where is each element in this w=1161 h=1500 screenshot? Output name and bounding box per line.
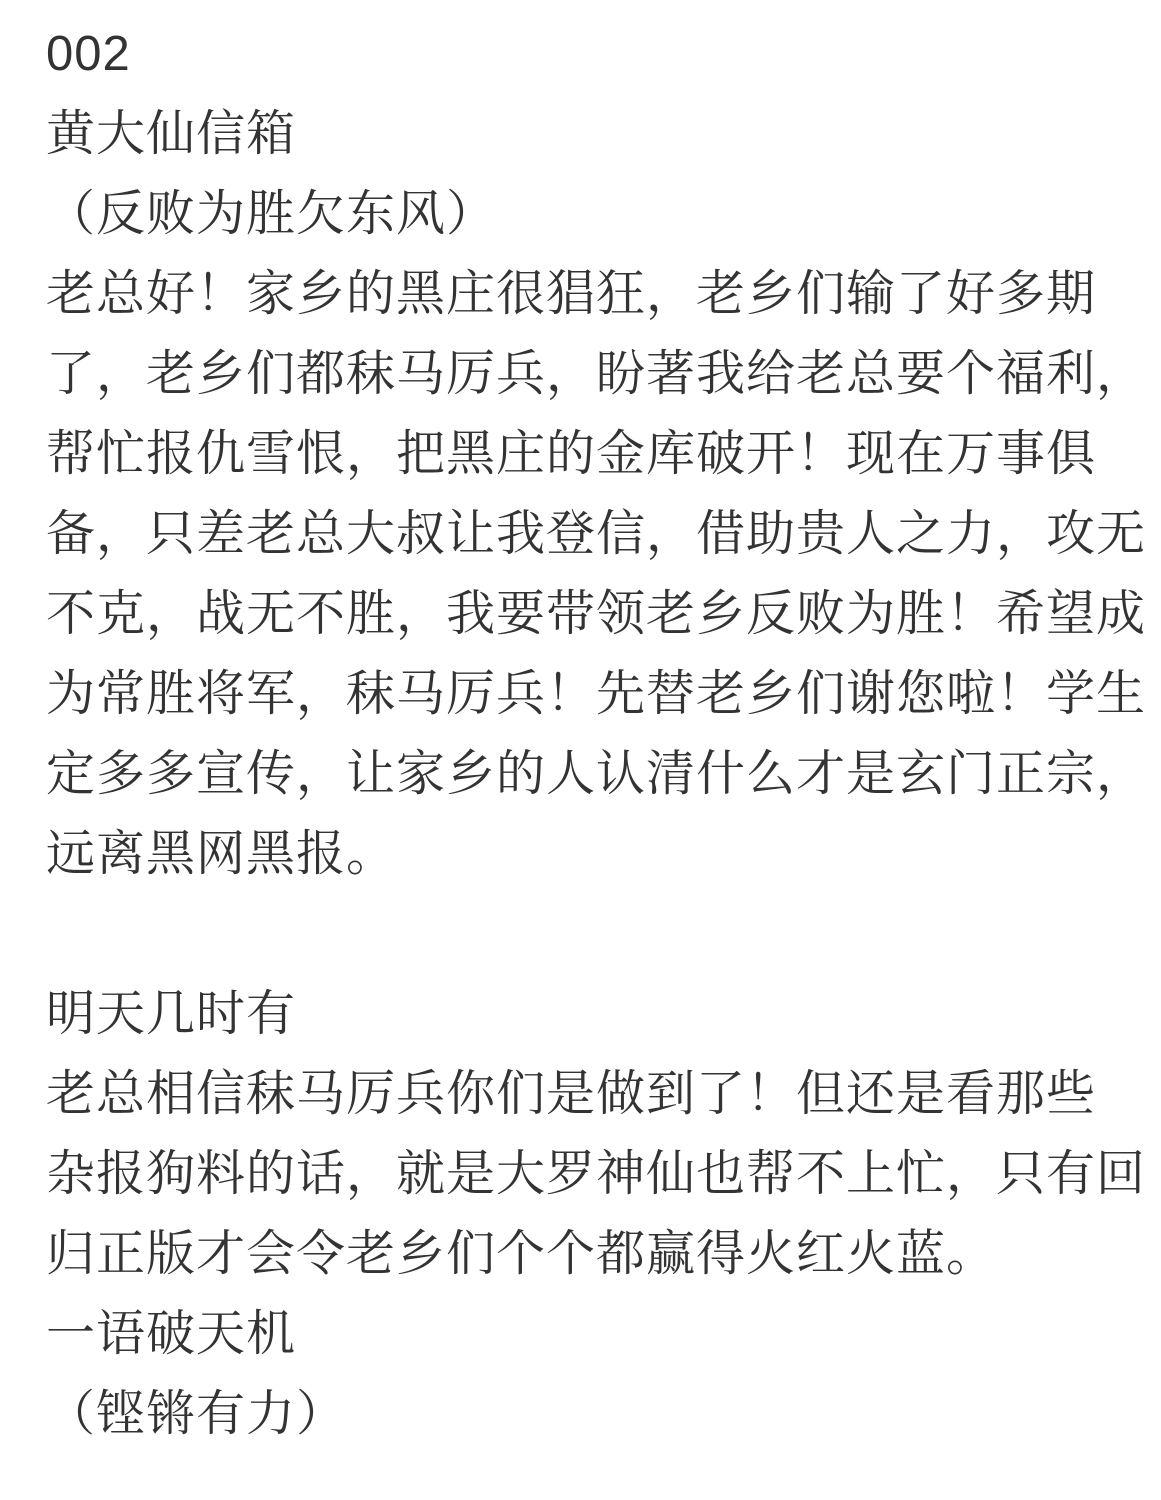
reply-line: 杂报狗料的话，就是大罗神仙也帮不上忙，只有回 [46, 1147, 1147, 1201]
sign-off-note: （铿锵有力） [46, 1387, 347, 1441]
issue-number: 002 [46, 27, 131, 81]
letter-line: 帮忙报仇雪恨，把黑庄的金库破开！现在万事俱 [46, 427, 1097, 481]
letter-line: 不克，战无不胜，我要带领老乡反败为胜！希望成 [46, 587, 1147, 641]
article-subtitle: （反败为胜欠东风） [46, 187, 497, 241]
letter-line: 远离黑网黑报。 [46, 827, 397, 881]
letter-line: 为常胜将军，秣马厉兵！先替老乡们谢您啦！学生 [46, 667, 1147, 721]
reply-line: 归正版才会令老乡们个个都赢得火红火蓝。 [46, 1227, 997, 1281]
letter-line: 老总好！家乡的黑庄很猖狂，老乡们输了好多期 [46, 267, 1097, 321]
letter-line: 了，老乡们都秣马厉兵，盼著我给老总要个福利， [46, 347, 1147, 401]
reply-heading: 明天几时有 [46, 987, 297, 1041]
article-title: 黄大仙信箱 [46, 107, 297, 161]
sign-off-motto: 一语破天机 [46, 1307, 297, 1361]
letter-body [46, 254, 1147, 894]
reply-line: 老总相信秣马厉兵你们是做到了！但还是看那些 [46, 1067, 1097, 1121]
letter-line: 备，只差老总大叔让我登信，借助贵人之力，攻无 [46, 507, 1147, 561]
reply-body [46, 974, 1147, 1454]
article-header [46, 14, 1115, 254]
letter-line: 定多多宣传，让家乡的人认清什么才是玄门正宗， [46, 747, 1147, 801]
